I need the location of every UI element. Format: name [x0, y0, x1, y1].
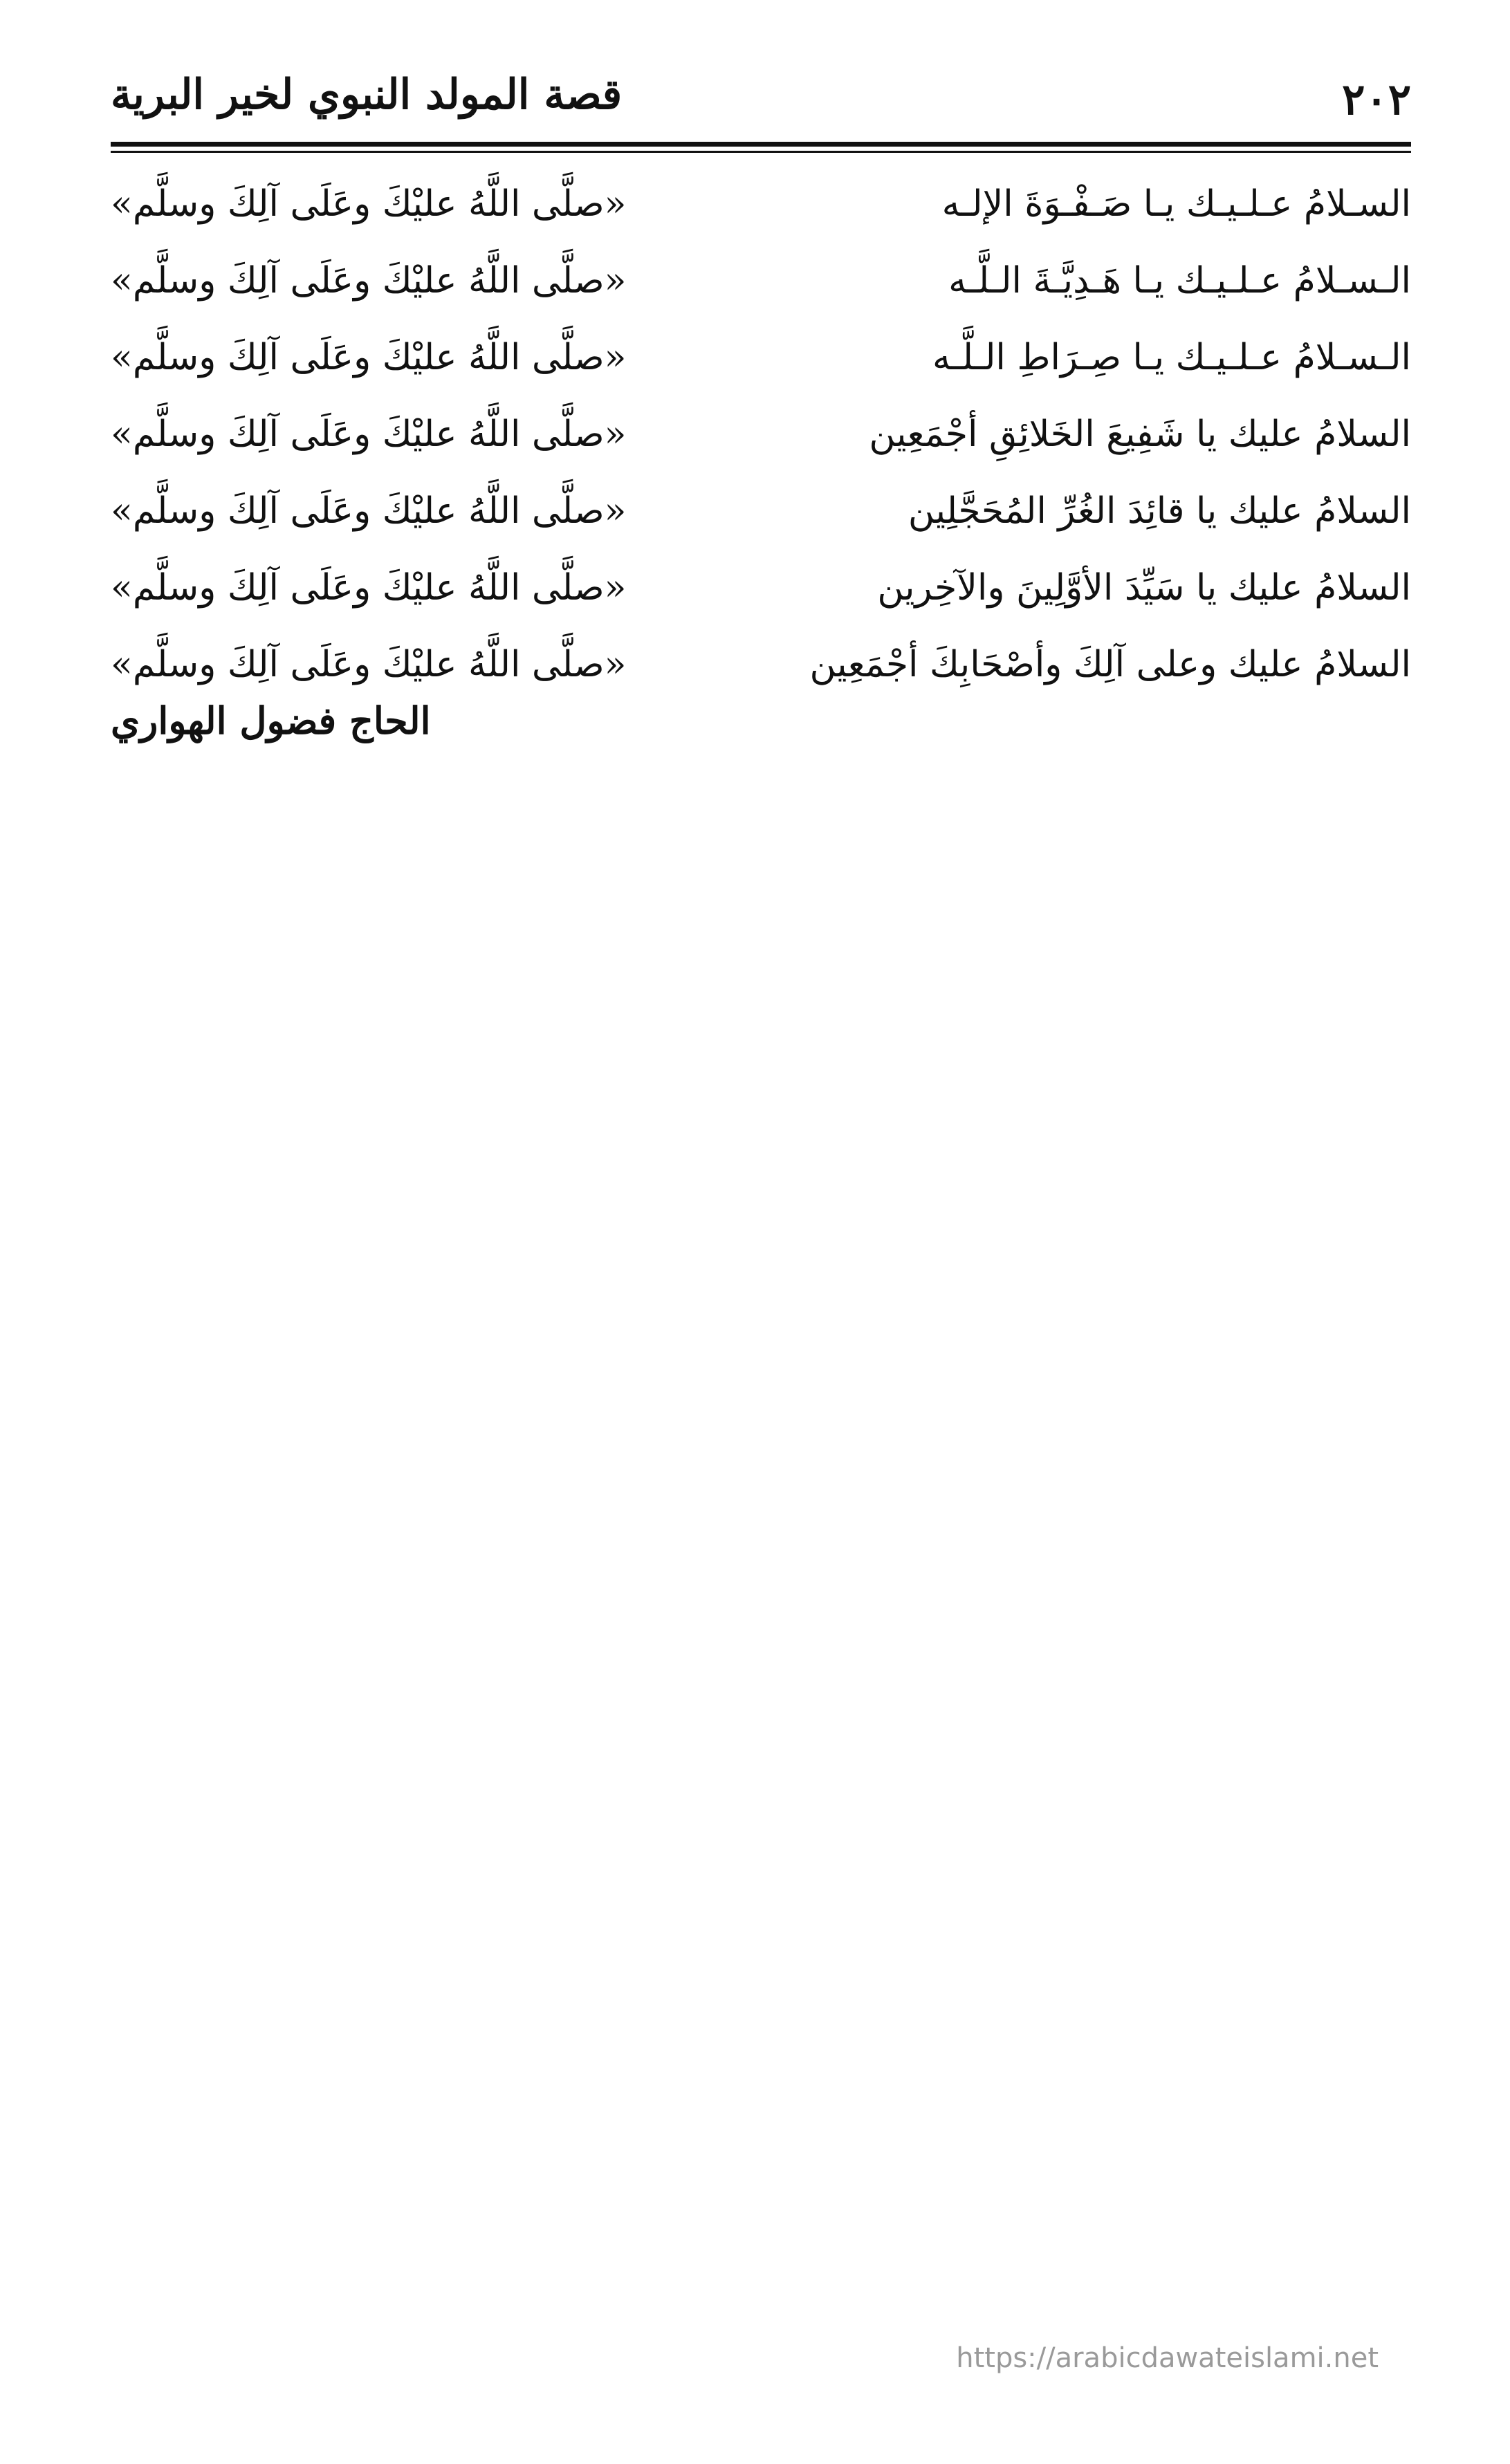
verse-second-hemistich: «صلَّى اللَّهُ عليْكَ وعَلَى آلِكَ وسلَّم»	[111, 260, 627, 302]
verse-line	[111, 396, 1411, 473]
running-title: قصة المولد النبوي لخير البرية	[111, 71, 623, 119]
verse-line	[111, 550, 1411, 627]
verse-first-hemistich: السلامُ عليك يا سَيِّدَ الأوَّلِينَ والآخِرين	[877, 567, 1411, 609]
verse-line	[111, 319, 1411, 396]
verse-first-hemistich: السـلامُ عـلـيـك يـا صَـفْـوَةَ الإلـه	[941, 183, 1411, 225]
verse-second-hemistich: «صلَّى اللَّهُ عليْكَ وعَلَى آلِكَ وسلَّم»	[111, 567, 627, 609]
page-number: ٢٠٢	[1342, 74, 1411, 124]
verse-second-hemistich: «صلَّى اللَّهُ عليْكَ وعَلَى آلِكَ وسلَّم»	[111, 644, 627, 685]
verse-line	[111, 243, 1411, 319]
verse-line	[111, 473, 1411, 550]
header-rule-thick	[111, 142, 1411, 147]
verse-second-hemistich: «صلَّى اللَّهُ عليْكَ وعَلَى آلِكَ وسلَّم»	[111, 337, 627, 378]
site-watermark: https://arabicdawateislami.net	[956, 2342, 1379, 2374]
verse-first-hemistich: السلامُ عليك يا قائِدَ الغُرِّ المُحَجَّلِين	[908, 490, 1411, 532]
header-rule-thin	[111, 151, 1411, 153]
verse-second-hemistich: «صلَّى اللَّهُ عليْكَ وعَلَى آلِكَ وسلَّم»	[111, 183, 627, 225]
verse-first-hemistich: السلامُ عليك يا شَفِيعَ الخَلائِقِ أجْمَعِين	[869, 414, 1411, 455]
page-header	[111, 66, 1411, 142]
verse-line	[111, 627, 1411, 703]
poem-author: الحاج فضول الهواري	[111, 698, 431, 743]
verse-second-hemistich: «صلَّى اللَّهُ عليْكَ وعَلَى آلِكَ وسلَّم»	[111, 414, 627, 455]
verse-line	[111, 166, 1411, 243]
poem-body	[111, 166, 1411, 703]
verse-first-hemistich: السلامُ عليك وعلى آلِكَ وأصْحَابِكَ أجْمَعِين	[809, 644, 1411, 685]
verse-first-hemistich: الـسـلامُ عـلـيـك يـا هَـدِيَّـةَ الـلَّـه	[948, 260, 1411, 302]
verse-second-hemistich: «صلَّى اللَّهُ عليْكَ وعَلَى آلِكَ وسلَّم»	[111, 490, 627, 532]
verse-first-hemistich: الـسـلامُ عـلـيـك يـا صِـرَاطِ الـلَّـه	[932, 337, 1411, 378]
